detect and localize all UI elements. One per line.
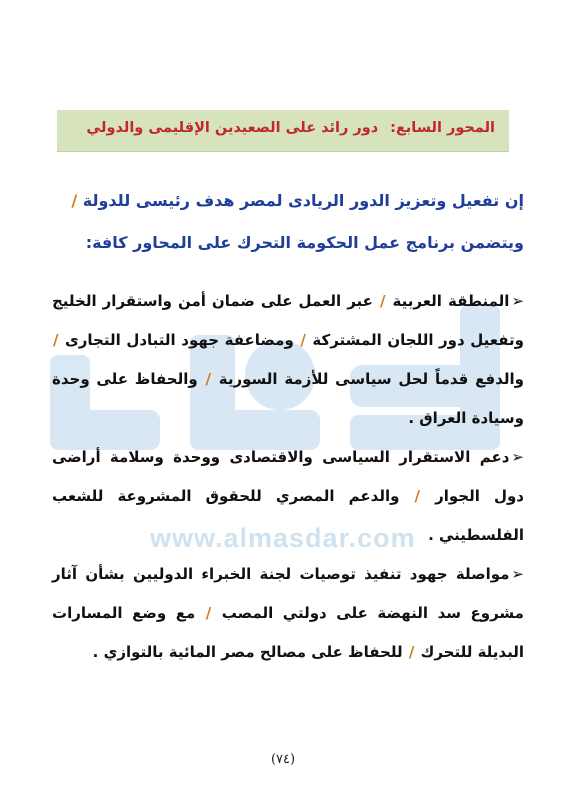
arrow-bullet-icon: ➢ [511,292,525,310]
slash-separator: / [379,292,386,310]
watermark-url: www.almasdar.com [150,523,416,553]
section-title: دور رائد على الصعيدين الإقليمى والدولي [86,120,379,136]
bullet-item-renaissance-dam: ➢مواصلة جهود تنفيذ توصيات لجنة الخبراء الدوليين بشأن آثار مشروع سد النهضة على دولتي المصب / مع وضع المسارات البديلة للتحرك / للحفاظ على مصالح مصر المائية بالتوازي . [52,565,524,661]
section-label: المحور السابع: [390,120,495,136]
bullet-list [52,282,524,672]
slash-separator: / [300,331,306,349]
slash-separator: / [71,191,78,210]
bullet-item-neighbors: ➢دعم الاستقرار السياسى والاقتصادى ووحدة وسلامة أراضى دول الجوار / والدعم المصري للحقوق المشروعة للشعب الفلسطيني . [52,448,524,544]
slash-separator: / [408,643,415,661]
slash-separator: / [53,331,59,349]
intro-paragraph [52,180,524,264]
bullet-item-arab-region: ➢المنطقة العربية / عبر العمل على ضمان أمن واستقرار الخليج وتفعيل دور اللجان المشتركة / ومضاعفة جهود التبادل التجارى / والدفع قدماً لحل سياسى للأزمة السورية / والحفاظ على وحدة وسيادة العراق . [52,292,525,427]
intro-line-2: ويتضمن برنامج عمل الحكومة التحرك على المحاور كافة: [85,233,524,252]
slash-separator: / [205,604,212,622]
arrow-bullet-icon: ➢ [511,448,524,466]
slash-separator: / [414,487,421,505]
page-number: (٧٤) [270,752,296,767]
slash-separator: / [205,370,211,388]
arrow-bullet-icon: ➢ [511,565,524,583]
section-header [57,110,509,152]
intro-line-1: إن تفعيل وتعزيز الدور الريادى لمصر هدف رئيسى للدولة / [71,191,524,210]
